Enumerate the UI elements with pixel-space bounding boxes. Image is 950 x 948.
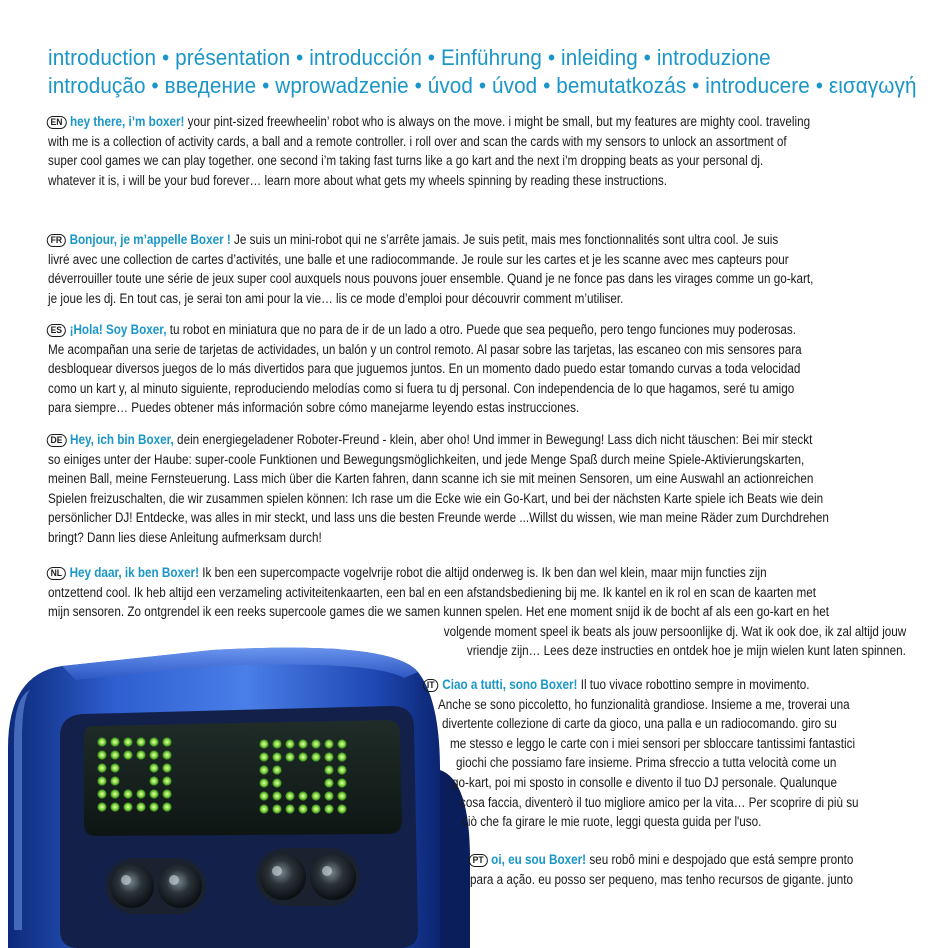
led-dot (149, 776, 158, 785)
section-de-line (48, 528, 910, 548)
section-lead: ¡Hola! Soy Boxer, (69, 321, 167, 337)
led-dot (110, 802, 119, 811)
section-text: with me is a collection of activity cards, a ball and a remote controller. i roll over and scan the cards with my sensors to unlock an assortment of (48, 132, 787, 149)
section-text: cosa faccia, diventerò il tuo migliore amico per la vita… Per scoprire di più su (460, 793, 859, 810)
led-dot (311, 804, 320, 813)
section-text: ontzettend cool. Ik heb altijd een verzameling activiteitenkaarten, een bal en een afstandsbediening bij me. Ik kantel en ik rol en scan de kaarten met (48, 583, 816, 600)
section-fr-line (48, 269, 910, 289)
section-de-line (48, 489, 910, 509)
led-dot (272, 778, 281, 787)
section-it-line (456, 753, 910, 773)
led-dot (259, 752, 268, 761)
led-dot (285, 791, 294, 800)
section-nl-line (48, 602, 910, 622)
section-text: Me acompañan una serie de tarjetas de actividades, un balón y un control remoto. Al pasar sobre las tarjetas, las escaneo con mis sensores para (48, 340, 802, 357)
led-dot (298, 804, 307, 813)
boxer-robot-illustration (0, 630, 470, 948)
led-dot (136, 737, 145, 746)
led-dot (162, 789, 171, 798)
language-badge-it: IT (423, 679, 438, 692)
section-text: bringt? Dann lies diese Anleitung aufmerksam durch! (48, 529, 322, 545)
led-dot (162, 802, 171, 811)
led-dot (110, 776, 119, 785)
section-text: volgende moment speel ik beats als jouw persoonlijke dj. Wat ik ook doe, ik zal altijd jouw (443, 622, 906, 639)
led-dot (272, 804, 281, 813)
section-nl-line (48, 563, 910, 583)
led-dot (110, 750, 119, 759)
section-text: como un kart y, al minuto siguiente, reproduciendo melodías como si fuera tu dj personal. Con independencia de lo que hagamos, seré tu amigo (48, 379, 795, 396)
led-dot (337, 752, 346, 761)
section-text: whatever it is, i will be your bud forever… learn more about what gets my wheels spinning by reading these instructions. (48, 171, 667, 188)
led-dot (259, 778, 268, 787)
led-dot (337, 791, 346, 800)
led-dot (324, 765, 333, 774)
led-dot (337, 765, 346, 774)
led-dot (285, 804, 294, 813)
led-dot (136, 750, 145, 759)
led-dot (324, 778, 333, 787)
led-dot (272, 765, 281, 774)
language-badge-en: EN (47, 116, 67, 129)
section-en-line (48, 171, 910, 191)
section-pt-line (470, 870, 910, 890)
led-dot (324, 804, 333, 813)
section-lead: hey there, i’m boxer! (70, 113, 185, 129)
led-dot (123, 802, 132, 811)
led-dot (162, 737, 171, 746)
section-fr-line (48, 230, 910, 250)
led-dot (272, 791, 281, 800)
section-it-line (424, 675, 910, 695)
section-lead: Hey, ich bin Boxer, (70, 431, 174, 447)
section-es-line (48, 340, 910, 360)
led-dot (136, 789, 145, 798)
led-dot (97, 763, 106, 772)
language-badge-fr: FR (47, 234, 66, 247)
section-text: Spielen freizuschalten, die wir zusammen spielen können: Ich rase um die Ecke wie ein Go-Kart, und bei der nächsten Karte spiele ich Beats wie dein (48, 489, 824, 506)
section-text: ciò che fa girare le mie ruote, leggi questa guida per l'uso. (462, 813, 762, 830)
section-text: déverrouiller toute une série de jeux super cool auxquels nous pouvons jouer ensemble. Quand je ne fonce pas dans les virages comme un go-kart, (48, 270, 814, 287)
led-dot (123, 750, 132, 759)
led-dot (110, 763, 119, 772)
led-dot (324, 752, 333, 761)
section-text: meinen Ball, meine Fernsteuerung. Lass mich über die Karten fahren, dann scanne ich sie mit meinen Sensoren, um eine Auswahl an actionreichen (48, 470, 814, 487)
section-text: persönlicher DJ! Entdecke, was alles in mir steckt, und lass uns die besten Freunde werde ...Willst du wissen, wie man meine Räder zum Durchdrehen (48, 509, 829, 526)
led-dot (162, 750, 171, 759)
led-dot (162, 776, 171, 785)
led-dot (149, 802, 158, 811)
led-dot (97, 802, 106, 811)
led-dot (272, 752, 281, 761)
led-dot (285, 739, 294, 748)
section-lead: Bonjour, je m’appelle Boxer ! (69, 231, 231, 247)
led-dot (259, 739, 268, 748)
section-es-line (48, 359, 910, 379)
section-fr-line (48, 289, 910, 309)
section-es-line (48, 379, 910, 399)
section-nl-line (377, 641, 906, 661)
led-dot (97, 776, 106, 785)
section-nl-line (48, 583, 910, 603)
section-text: Ik ben een supercompacte vogelvrije robot die altijd onderweg is. Ik ben dan wel klein, maar mijn functies zijn (198, 564, 767, 580)
led-dot (298, 752, 307, 761)
page-header (48, 44, 928, 100)
section-de-line (48, 450, 910, 470)
language-badge-es: ES (47, 324, 66, 337)
section-text: vriendje zijn… Lees deze instructies en ontdek hoe je mijn wielen kunt laten spinnen. (467, 642, 906, 659)
led-dot (123, 789, 132, 798)
section-it-line (460, 793, 910, 813)
led-dot (337, 804, 346, 813)
led-dot (337, 739, 346, 748)
section-nl-line (349, 622, 906, 642)
section-pt-line (470, 850, 910, 870)
led-dot (110, 737, 119, 746)
led-dot (259, 804, 268, 813)
led-dot (285, 752, 294, 761)
led-dot (272, 739, 281, 748)
section-text: seu robô mini e despojado que está sempre pronto (586, 851, 854, 867)
section-text: desbloquear diversos juegos de lo más divertidos para que juguemos juntos. En un momento dado puedo estar tomando curvas a toda velocidad (48, 360, 801, 377)
led-dot (149, 763, 158, 772)
section-de-line (48, 508, 910, 528)
led-dot (324, 739, 333, 748)
section-text: Anche se sono piccoletto, ho funzionalità grandiose. Insieme a me, troverai una (438, 695, 850, 712)
section-en-line (48, 151, 910, 171)
led-dot (97, 750, 106, 759)
led-dot (110, 789, 119, 798)
section-de-line (48, 469, 910, 489)
led-dot (298, 791, 307, 800)
section-es-line (48, 398, 910, 418)
section-lead: oi, eu sou Boxer! (491, 851, 587, 867)
led-dot (298, 739, 307, 748)
section-it-line (450, 734, 910, 754)
section-text: Je suis un mini-robot qui ne s’arrête jamais. Je suis petit, mais mes fonctionnalités sont ultra cool. Je suis (230, 231, 779, 247)
section-it-line (438, 695, 910, 715)
section-en-line (48, 112, 910, 132)
section-lead: Ciao a tutti, sono Boxer! (442, 676, 578, 692)
section-text: giochi che possiamo fare insieme. Prima sfreccio a tutta velocità come un (456, 754, 837, 771)
language-badge-de: DE (47, 434, 67, 447)
section-text: go-kart, poi mi sposto in consolle e divento il tuo DJ personale. Qualunque (452, 774, 837, 790)
led-dot (259, 791, 268, 800)
led-dot (311, 752, 320, 761)
section-text: super cool games we can play together. one second i’m taking fast turns like a go kart and the next i’m dropping beats as your personal dj. (48, 152, 764, 169)
section-text: dein energiegeladener Roboter-Freund - klein, aber oho! Und immer in Bewegung! Lass dich nicht täuschen: Bei mir steckt (173, 431, 813, 447)
section-it-line (442, 714, 910, 734)
section-text: livré avec une collection de cartes d’activités, une balle et une radiocommande. Je roule sur les cartes et je les scanne avec mes capteurs pour (48, 250, 789, 267)
led-dot (97, 737, 106, 746)
section-fr-line (48, 250, 910, 270)
led-dot (311, 791, 320, 800)
led-dot (324, 791, 333, 800)
section-text: so einiges unter der Haube: super-coole Funktionen und Bewegungsmöglichkeiten, und jede Menge Spaß durch meine Spiele-Aktivierungskarten, (48, 450, 805, 467)
section-text: your pint-sized freewheelin’ robot who is always on the move. i might be small, but my features are mighty cool. traveling (184, 113, 811, 129)
header-line-2: introdução • введение • wprowadzenie • úvod • úvod • bemutatkozás • introducere • εισαγωγή (48, 73, 917, 98)
section-de-line (48, 430, 910, 450)
led-dot (149, 789, 158, 798)
header-line-1: introduction • présentation • introducción • Einführung • inleiding • introduzione (48, 45, 771, 70)
section-it-line (462, 812, 910, 832)
section-es-line (48, 320, 910, 340)
led-dot (337, 778, 346, 787)
section-text: divertente collezione di carte da gioco, una palla e un radiocomando. giro su (442, 715, 837, 732)
led-dot (311, 739, 320, 748)
section-text: je joue les dj. En tout cas, je serai ton ami pour la vie… lis ce mode d’emploi pour découvrir comment m’utiliser. (48, 289, 624, 306)
led-dot (149, 737, 158, 746)
section-text: para siempre… Puedes obtener más información sobre cómo manejarme leyendo estas instrucciones. (48, 399, 580, 416)
section-text: tu robot en miniatura que no para de ir de un lado a otro. Puede que sea pequeño, pero tengo funciones muy poderosas. (166, 321, 796, 337)
led-dot (149, 750, 158, 759)
section-text: mijn sensoren. Zo ontgrendel ik een reeks supercoole games die we samen kunnen spelen. Het ene moment snijd ik de bocht af als een go-kart en het (48, 603, 829, 620)
section-text: para a ação. eu posso ser pequeno, mas tenho recursos de gigante. junto (470, 870, 854, 887)
led-dot (97, 789, 106, 798)
section-it-line (452, 773, 910, 793)
led-dot (259, 765, 268, 774)
led-dot (123, 737, 132, 746)
section-en-line (48, 132, 910, 152)
section-lead: Hey daar, ik ben Boxer! (69, 564, 199, 580)
language-badge-pt: PT (469, 854, 488, 867)
led-dot (162, 763, 171, 772)
led-dot (136, 802, 145, 811)
section-text: Il tuo vivace robottino sempre in movimento. (577, 676, 810, 692)
section-text: me stesso e leggo le carte con i miei sensori per sbloccare tantissimi fantastici (450, 734, 856, 751)
language-badge-nl: NL (47, 567, 66, 580)
